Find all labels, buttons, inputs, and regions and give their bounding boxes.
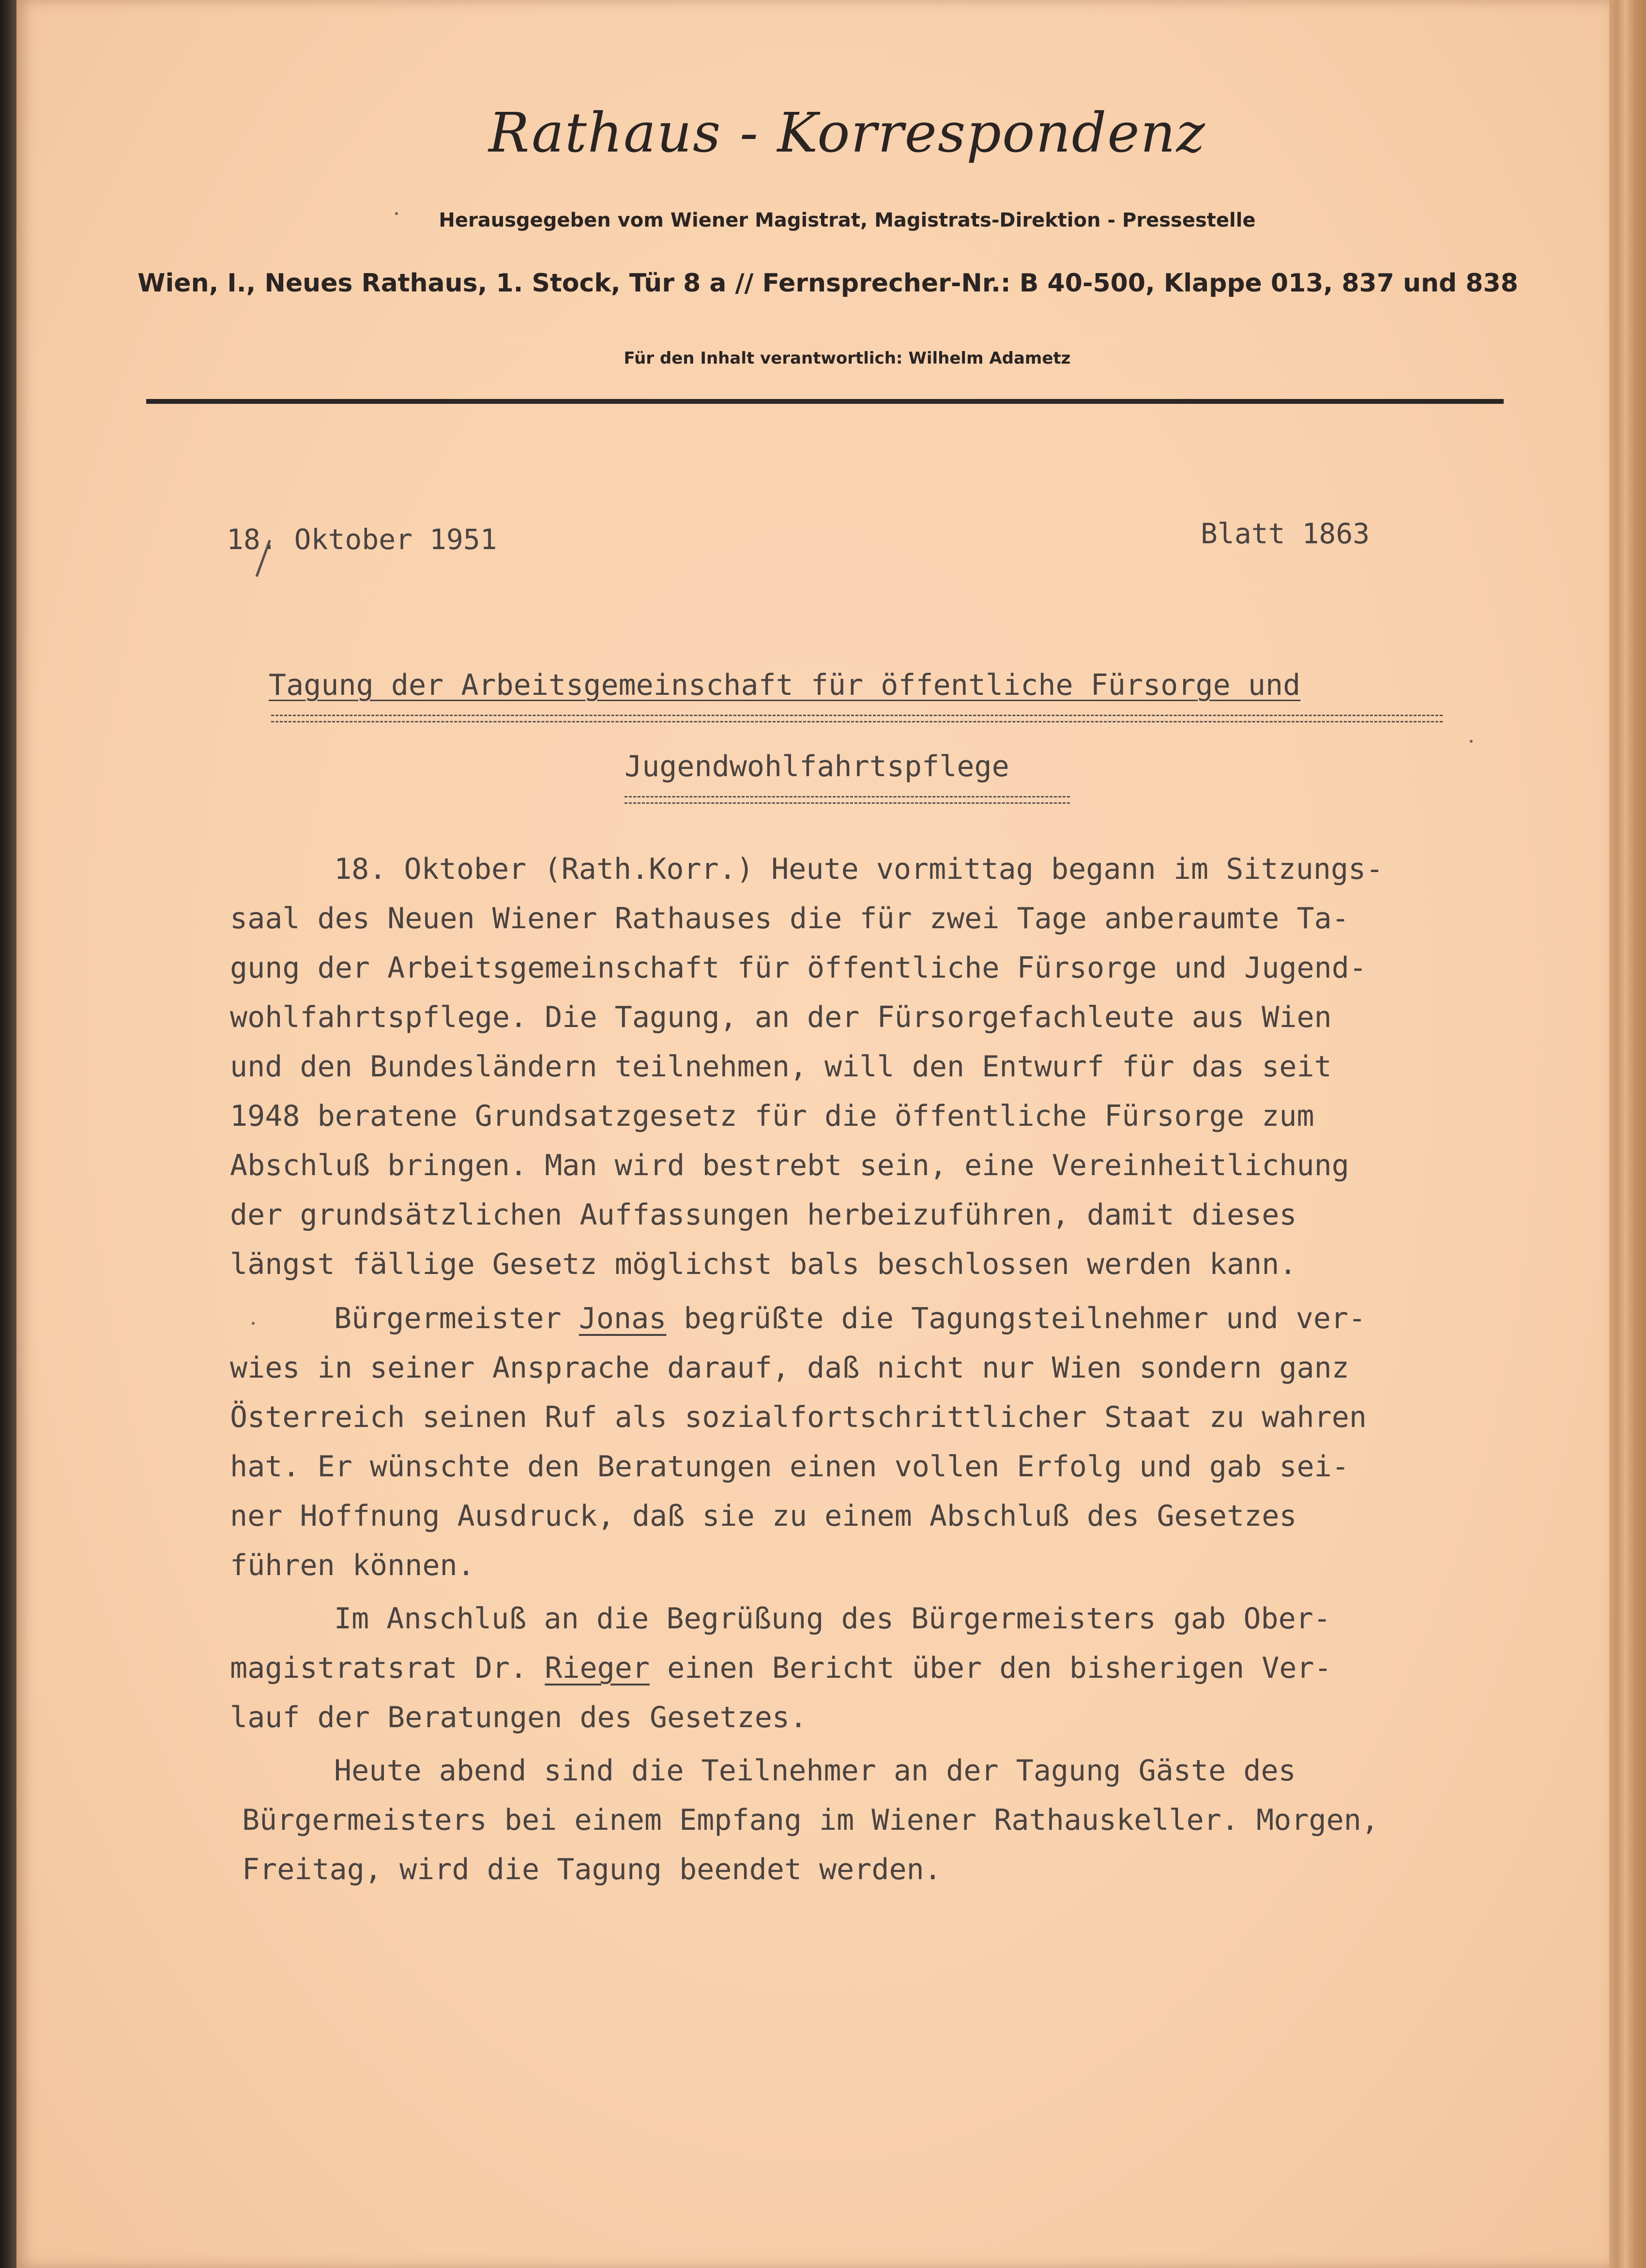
page-edge — [1609, 0, 1646, 2268]
body-line-9: längst fällige Gesetz möglichst bals beschlossen werden kann. — [230, 1247, 1297, 1281]
body-line-11: wies in seiner Ansprache darauf, daß nicht nur Wien sondern ganz — [230, 1351, 1349, 1385]
body-line-5: und den Bundesländern teilnehmen, will den Entwurf für das seit — [230, 1050, 1332, 1084]
body-text: einen Bericht über den bisherigen Ver- — [649, 1651, 1332, 1685]
body-line-18: lauf der Beratungen des Gesetzes. — [230, 1701, 808, 1734]
masthead-rule — [146, 399, 1504, 404]
title-double-rule-2 — [625, 796, 1070, 804]
body-line-10 — [334, 1302, 1366, 1335]
ink-speck — [252, 1322, 255, 1325]
body-line-13: hat. Er wünschte den Beratungen einen vollen Erfolg und gab sei- — [230, 1450, 1349, 1484]
body-line-7: Abschluß bringen. Man wird bestrebt sein, eine Vereinheitlichung — [230, 1149, 1349, 1182]
body-line-19: Heute abend sind die Teilnehmer an der Tagung Gäste des — [334, 1754, 1296, 1788]
body-line-14: ner Hoffnung Ausdruck, daß sie zu einem Abschluß des Gesetzes — [230, 1499, 1297, 1533]
body-line-12: Österreich seinen Ruf als sozialfortschrittlicher Staat zu wahren — [230, 1400, 1367, 1434]
body-line-6: 1948 beratene Grundsatzgesetz für die öffentliche Fürsorge zum — [230, 1099, 1314, 1133]
article-title-line-2: Jugendwohlfahrtspflege — [625, 750, 1009, 783]
body-line-21: Freitag, wird die Tagung beendet werden. — [242, 1853, 942, 1886]
sheet-number: Blatt 1863 — [1201, 517, 1370, 550]
body-line-2: saal des Neuen Wiener Rathauses die für zwei Tage anberaumte Ta- — [230, 902, 1349, 935]
document-page — [16, 0, 1609, 2268]
body-line-8: der grundsätzlichen Auffassungen herbeizuführen, damit dieses — [230, 1198, 1297, 1232]
ink-speck — [395, 212, 398, 215]
masthead-address: Wien, I., Neues Rathaus, 1. Stock, Tür 8 a // Fernsprecher-Nr.: B 40-500, Klappe 013, 837 und 838 — [137, 269, 1518, 298]
title-double-rule-1 — [271, 715, 1443, 722]
masthead-responsible: Für den Inhalt verantwortlich: Wilhelm Adametz — [624, 349, 1071, 368]
body-line-17 — [230, 1651, 1332, 1685]
body-line-4: wohlfahrtspflege. Die Tagung, an der Fürsorgefachleute aus Wien — [230, 1000, 1332, 1034]
body-text: magistratsrat Dr. — [230, 1651, 545, 1685]
document-date: 18. Oktober 1951 — [227, 523, 497, 556]
article-title-line-1 — [269, 668, 1300, 702]
body-text: Bürgermeister — [334, 1302, 579, 1335]
body-line-1: 18. Oktober (Rath.Korr.) Heute vormittag begann im Sitzungs- — [334, 852, 1384, 886]
body-line-20: Bürgermeisters bei einem Empfang im Wiener Rathauskeller. Morgen, — [242, 1803, 1379, 1837]
body-line-16: Im Anschluß an die Begrüßung des Bürgermeisters gab Ober- — [334, 1602, 1331, 1636]
masthead-title: Rathaus - Korrespondenz — [488, 102, 1206, 165]
article-title-text-1: Tagung der Arbeitsgemeinschaft für öffentliche Fürsorge und — [269, 668, 1301, 702]
book-binding — [0, 0, 16, 2268]
name-rieger: Rieger — [545, 1651, 650, 1685]
body-text: begrüßte die Tagungsteilnehmer und ver- — [666, 1302, 1366, 1335]
body-line-3: gung der Arbeitsgemeinschaft für öffentliche Fürsorge und Jugend- — [230, 951, 1367, 985]
ink-speck — [1470, 740, 1473, 743]
masthead-subtitle: Herausgegeben vom Wiener Magistrat, Magistrats-Direktion - Pressestelle — [439, 209, 1256, 231]
name-jonas: Jonas — [579, 1302, 667, 1335]
body-line-15: führen können. — [230, 1548, 475, 1582]
